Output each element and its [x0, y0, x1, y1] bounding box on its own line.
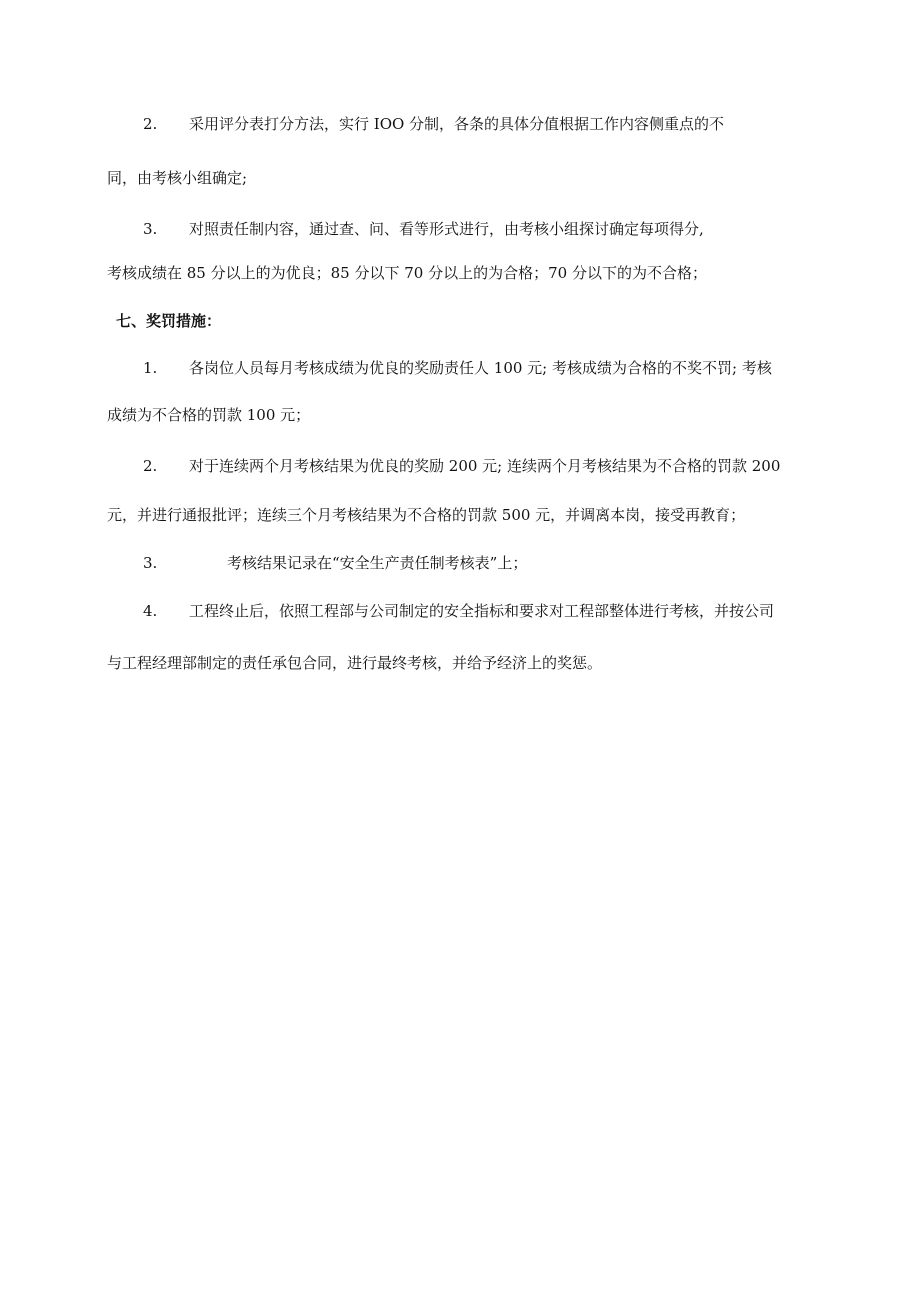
paragraph-line: 考核结果记录在“安全生产责任制考核表”上； [227, 554, 528, 572]
paragraph-line: 元，并进行通报批评；连续三个月考核结果为不合格的罚款 500 元，并调离本岗，接受再教育； [107, 506, 746, 524]
item-number: 2. [143, 457, 158, 475]
paragraph-line: 采用评分表打分方法，实行 IOO 分制，各条的具体分值根据工作内容侧重点的不 [189, 115, 725, 133]
item-number: 1. [143, 359, 158, 377]
paragraph-line: 同，由考核小组确定; [107, 169, 248, 187]
paragraph-line: 各岗位人员每月考核成绩为优良的奖励责任人 100 元; 考核成绩为合格的不奖不罚; 考核 [189, 359, 772, 377]
paragraph-line: 考核成绩在 85 分以上的为优良；85 分以下 70 分以上的为合格；70 分以下的为不合格； [107, 264, 707, 282]
item-number: 2. [143, 115, 158, 133]
paragraph-line: 工程终止后，依照工程部与公司制定的安全指标和要求对工程部整体进行考核，并按公司 [189, 602, 775, 620]
section-heading: 七、奖罚措施： [116, 312, 222, 330]
paragraph-line: 对照责任制内容，通过查、问、看等形式进行，由考核小组探讨确定每项得分, [189, 220, 704, 238]
item-number: 3. [143, 220, 158, 238]
item-number: 4. [143, 602, 158, 620]
item-number: 3. [143, 554, 158, 572]
paragraph-line: 与工程经理部制定的责任承包合同，进行最终考核，并给予经济上的奖惩。 [107, 654, 603, 672]
paragraph-line: 对于连续两个月考核结果为优良的奖励 200 元; 连续两个月考核结果为不合格的罚款 200 [189, 457, 781, 475]
paragraph-line: 成绩为不合格的罚款 100 元； [107, 406, 311, 424]
